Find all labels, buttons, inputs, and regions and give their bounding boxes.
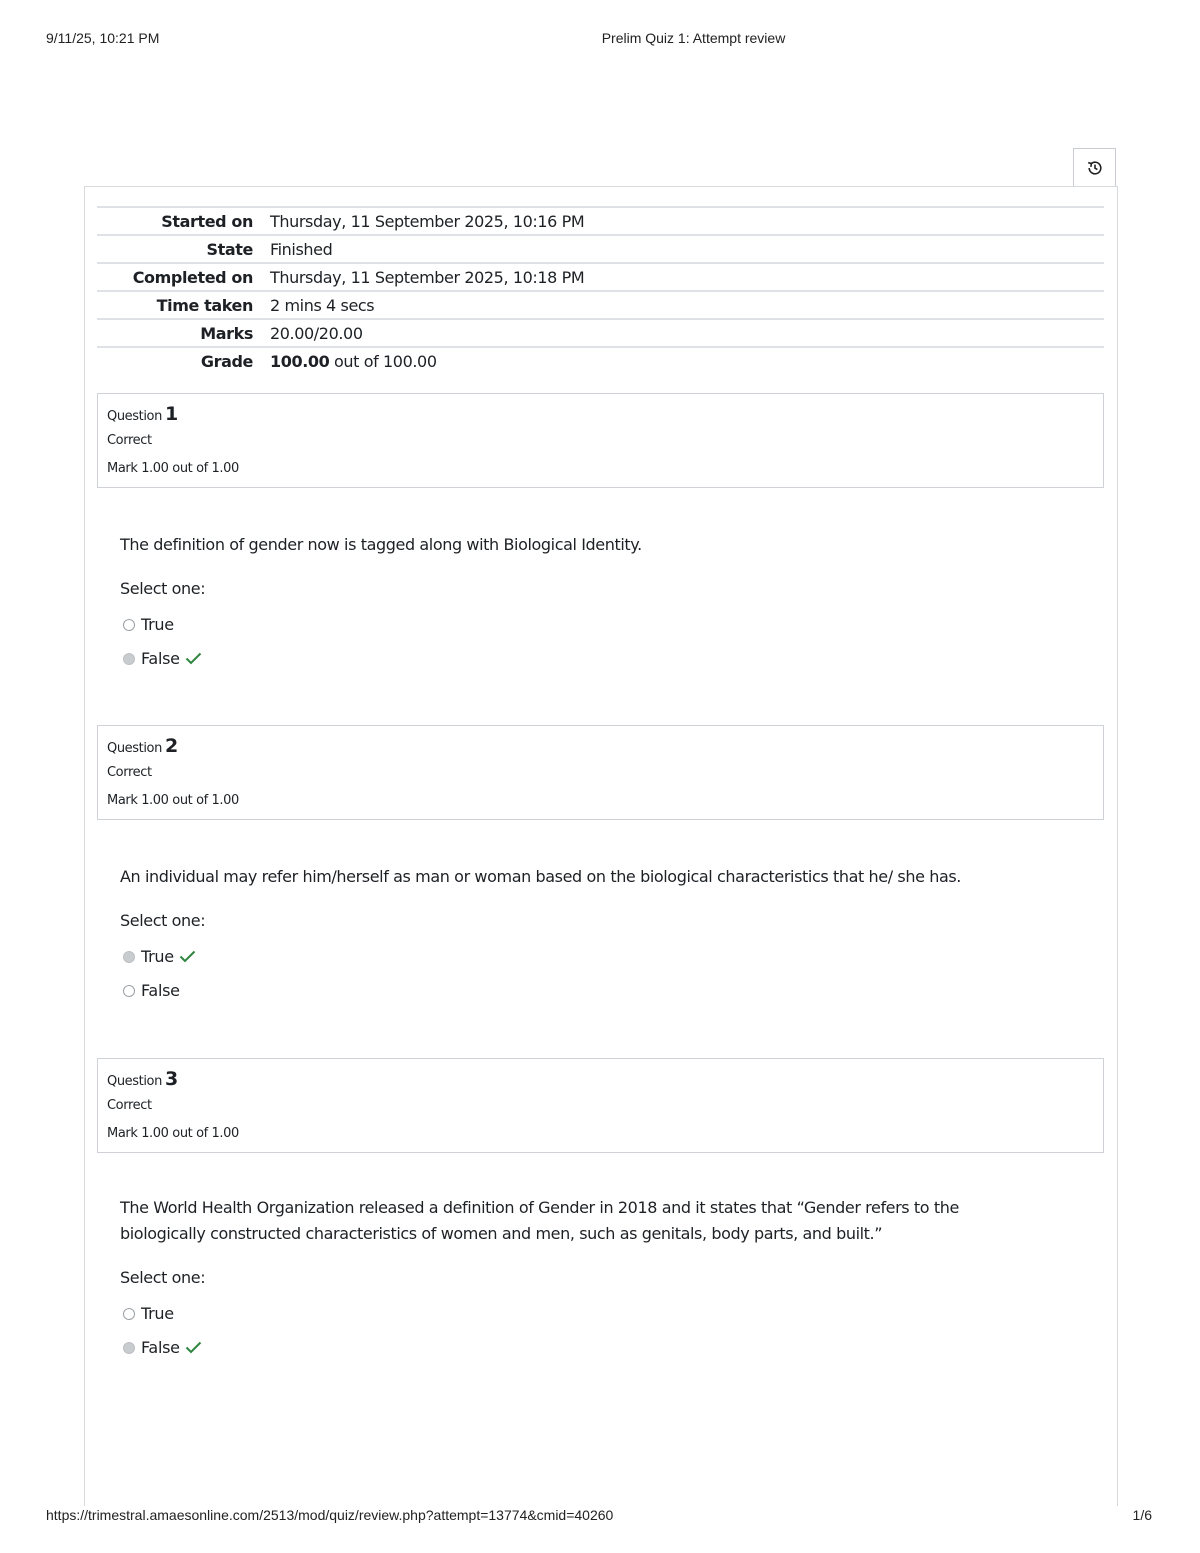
answer-option[interactable] xyxy=(123,1338,202,1357)
summary-label: Grade xyxy=(200,351,253,371)
answer-option[interactable] xyxy=(123,615,174,634)
question-info-box xyxy=(97,393,1104,488)
answer-option[interactable] xyxy=(123,1304,174,1323)
summary-value: Finished xyxy=(270,239,333,259)
answer-option-label: False xyxy=(141,981,180,1000)
question-mark: Mark 1.00 out of 1.00 xyxy=(107,793,239,808)
answer-option-label: True xyxy=(141,615,174,634)
radio-button[interactable] xyxy=(123,1308,135,1320)
answer-option[interactable] xyxy=(123,947,196,966)
summary-row-completed xyxy=(97,264,1104,292)
question-label: Question xyxy=(107,741,162,756)
select-one-prompt: Select one: xyxy=(120,1268,206,1287)
question-number-value: 3 xyxy=(164,1068,178,1090)
history-button[interactable] xyxy=(1073,148,1116,186)
radio-button-selected[interactable] xyxy=(123,653,135,665)
question-text: An individual may refer him/herself as man or woman based on the biological characteristics that he/ she has. xyxy=(120,867,961,886)
summary-label: Marks xyxy=(200,323,253,343)
summary-row-time-taken xyxy=(97,292,1104,320)
quiz-review-region xyxy=(84,186,1118,1506)
print-page-number: 1/6 xyxy=(1132,1507,1152,1523)
print-url: https://trimestral.amaesonline.com/2513/mod/quiz/review.php?attempt=13774&cmid=40260 xyxy=(46,1507,614,1523)
print-title: Prelim Quiz 1: Attempt review xyxy=(601,30,786,46)
question-info-box xyxy=(97,725,1104,820)
radio-button[interactable] xyxy=(123,619,135,631)
question-label: Question xyxy=(107,409,162,424)
select-one-prompt: Select one: xyxy=(120,579,206,598)
summary-row-state xyxy=(97,236,1104,264)
question-info-box xyxy=(97,1058,1104,1153)
summary-value: 20.00/20.00 xyxy=(270,323,363,343)
summary-row-grade xyxy=(97,348,1104,374)
radio-button-selected[interactable] xyxy=(123,951,135,963)
summary-value: Thursday, 11 September 2025, 10:16 PM xyxy=(270,211,585,231)
radio-button-selected[interactable] xyxy=(123,1342,135,1354)
summary-label: Time taken xyxy=(156,295,253,315)
question-label: Question xyxy=(107,1074,162,1089)
summary-row-marks xyxy=(97,320,1104,348)
question-state: Correct xyxy=(107,765,152,780)
print-datetime: 9/11/25, 10:21 PM xyxy=(46,30,160,46)
summary-value: 2 mins 4 secs xyxy=(270,295,375,315)
answer-option-label: False xyxy=(141,1338,180,1357)
question-number-value: 2 xyxy=(164,735,178,757)
question-text: The World Health Organization released a definition of Gender in 2018 and it states that “Gender refers to the biologically constructed characteristics of women and men, such as genitals, body parts, and built.” xyxy=(120,1198,959,1243)
answer-option-label: False xyxy=(141,649,180,668)
summary-value xyxy=(253,352,437,371)
question-mark: Mark 1.00 out of 1.00 xyxy=(107,1126,239,1141)
summary-label: Started on xyxy=(161,211,253,231)
summary-label: State xyxy=(206,239,253,259)
answer-option-label: True xyxy=(141,1304,174,1323)
select-one-prompt: Select one: xyxy=(120,911,206,930)
correct-check-icon xyxy=(179,950,196,963)
attempt-summary-table xyxy=(97,206,1104,374)
question-number xyxy=(107,403,178,425)
correct-check-icon xyxy=(185,652,202,665)
question-state: Correct xyxy=(107,433,152,448)
answer-option-label: True xyxy=(141,947,174,966)
summary-label: Completed on xyxy=(132,267,253,287)
grade-out-of: out of 100.00 xyxy=(329,351,437,371)
answer-option[interactable] xyxy=(123,981,180,1000)
correct-check-icon xyxy=(185,1341,202,1354)
question-mark: Mark 1.00 out of 1.00 xyxy=(107,461,239,476)
question-text: The definition of gender now is tagged along with Biological Identity. xyxy=(120,535,642,554)
summary-value: Thursday, 11 September 2025, 10:18 PM xyxy=(270,267,585,287)
history-icon xyxy=(1086,159,1104,177)
question-number-value: 1 xyxy=(164,403,178,425)
answer-option[interactable] xyxy=(123,649,202,668)
radio-button[interactable] xyxy=(123,985,135,997)
question-number xyxy=(107,1068,178,1090)
grade-score: 100.00 xyxy=(270,351,330,371)
question-number xyxy=(107,735,178,757)
summary-row-started xyxy=(97,208,1104,236)
question-state: Correct xyxy=(107,1098,152,1113)
